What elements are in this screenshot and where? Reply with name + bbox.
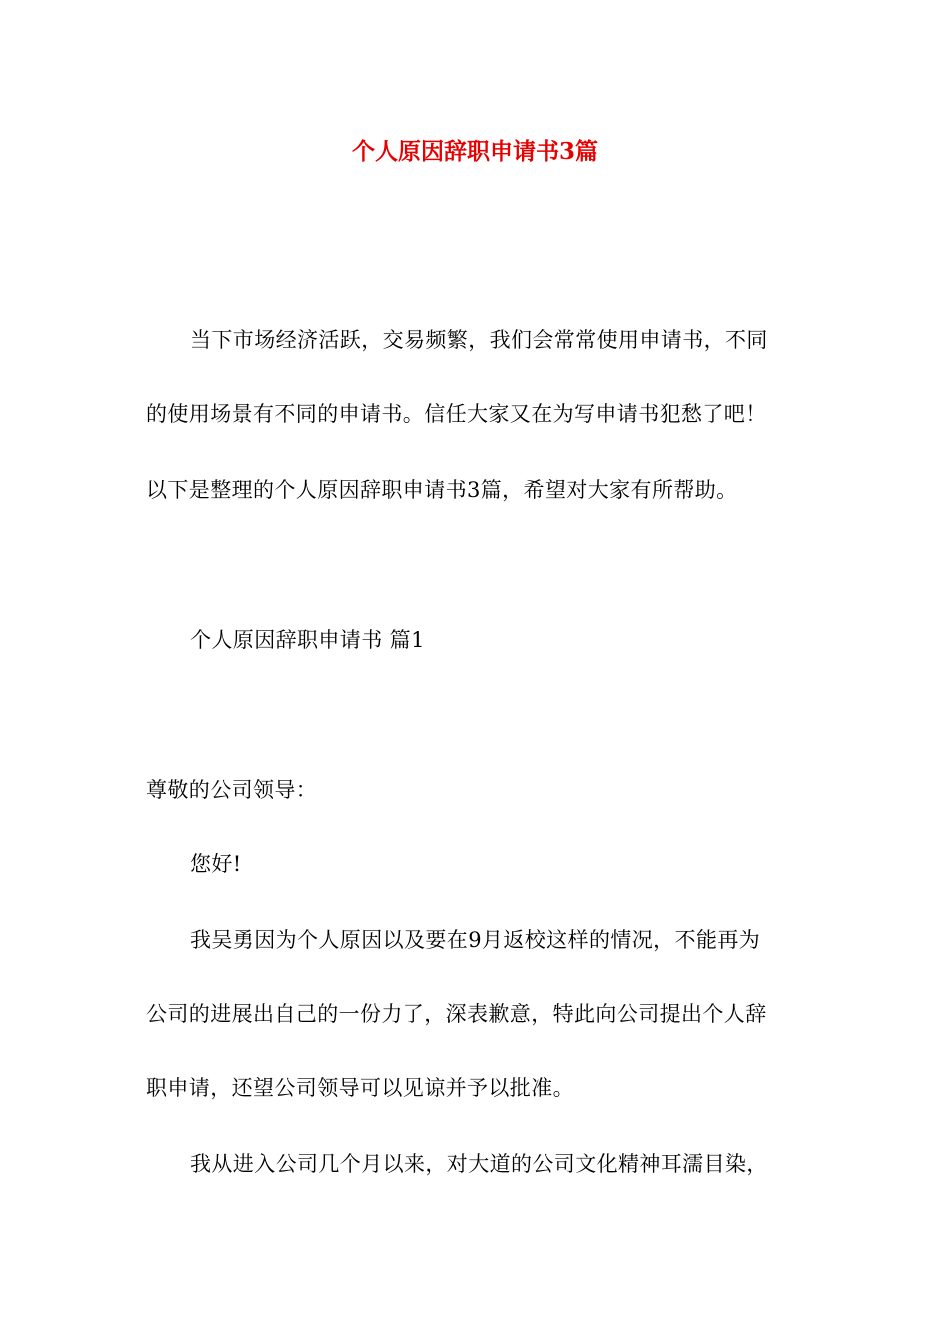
para1-line-2: 公司的进展出自己的一份力了，深表歉意，特此向公司提出个人辞	[146, 1002, 767, 1026]
para1-line-1: 我吴勇因为个人原因以及要在9月返校这样的情况，不能再为	[190, 928, 761, 952]
para1-line-3: 职申请，还望公司领导可以见谅并予以批准。	[146, 1076, 574, 1100]
intro-line-1: 当下市场经济活跃，交易频繁，我们会常常使用申请书，不同	[190, 328, 768, 352]
section-heading: 个人原因辞职申请书 篇1	[190, 628, 425, 652]
para2-line-1: 我从进入公司几个月以来，对大道的公司文化精神耳濡目染，	[190, 1152, 768, 1176]
greeting: 您好!	[190, 852, 242, 876]
salutation: 尊敬的公司领导：	[146, 778, 318, 802]
intro-line-2: 的使用场景有不同的申请书。信任大家又在为写申请书犯愁了吧！	[146, 402, 767, 426]
intro-line-3: 以下是整理的个人原因辞职申请书3篇，希望对大家有所帮助。	[146, 478, 738, 502]
document-title: 个人原因辞职申请书3篇	[351, 138, 598, 165]
